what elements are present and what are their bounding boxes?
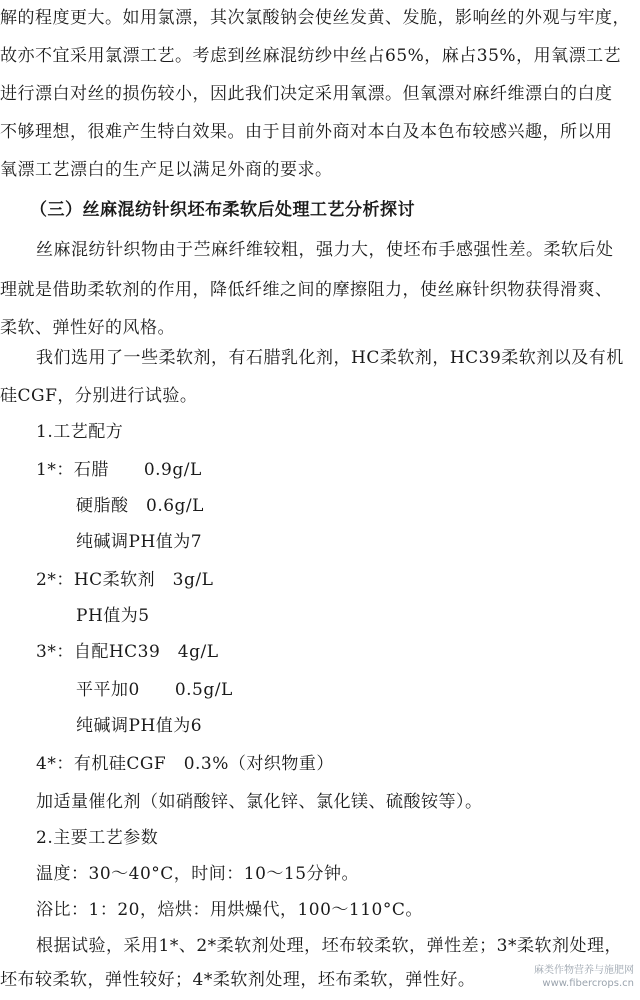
- param-line: 浴比：1：20，焙烘：用烘燥代，100～110°C。: [36, 900, 423, 920]
- site-watermark: [534, 964, 634, 990]
- paragraph-line: 理就是借助柔软剂的作用，降低纤维之间的摩擦阻力，使丝麻针织物获得滑爽、: [0, 280, 613, 300]
- recipe-line: 平平加0 0.5g/L: [76, 680, 233, 700]
- watermark-line: 麻类作物营养与施肥网: [534, 965, 634, 976]
- recipe-line: 硬脂酸 0.6g/L: [76, 496, 204, 516]
- recipe-line: 1*：石腊 0.9g/L: [36, 460, 202, 480]
- recipe-line: 3*：自配HC39 4g/L: [36, 642, 219, 662]
- heading-recipe: 1.工艺配方: [36, 422, 124, 442]
- paragraph-line: 故亦不宜采用氯漂工艺。考虑到丝麻混纺纱中丝占65%，麻占35%，用氧漂工艺: [0, 46, 622, 66]
- heading-params: 2.主要工艺参数: [36, 828, 159, 848]
- paragraph-line: 根据试验，采用1*、2*柔软剂处理，坯布较柔软，弹性差；3*柔软剂处理，: [36, 936, 622, 956]
- paragraph-line: 进行漂白对丝的损伤较小，因此我们决定采用氧漂。但氧漂对麻纤维漂白的白度: [0, 84, 613, 104]
- paragraph-line: 我们选用了一些柔软剂，有石腊乳化剂，HC柔软剂，HC39柔软剂以及有机: [36, 348, 624, 368]
- recipe-line: 纯碱调PH值为7: [76, 532, 203, 552]
- recipe-line: 4*：有机硅CGF 0.3%（对织物重）: [36, 754, 334, 774]
- paragraph-line: 硅CGF，分别进行试验。: [0, 386, 198, 406]
- watermark-line: www.fibercrops.cn: [542, 978, 634, 989]
- paragraph-line: 解的程度更大。如用氯漂，其次氯酸钠会使丝发黄、发脆，影响丝的外观与牢度，: [0, 8, 630, 28]
- recipe-line: 加适量催化剂（如硝酸锌、氯化锌、氯化镁、硫酸铵等）。: [36, 792, 483, 812]
- recipe-line: 2*：HC柔软剂 3g/L: [36, 570, 214, 590]
- paragraph-line: 丝麻混纺针织物由于苎麻纤维较粗，强力大，使坯布手感强性差。柔软后处: [36, 240, 614, 260]
- paragraph-line: 柔软、弹性好的风格。: [0, 318, 175, 338]
- paragraph-line: 坯布较柔软，弹性较好；4*柔软剂处理，坯布柔软，弹性好。: [0, 970, 476, 990]
- recipe-line: 纯碱调PH值为6: [76, 716, 203, 736]
- section-title: （三）丝麻混纺针织坯布柔软后处理工艺分析探讨: [30, 200, 415, 220]
- recipe-line: PH值为5: [76, 606, 150, 626]
- paragraph-line: 氧漂工艺漂白的生产足以满足外商的要求。: [0, 160, 333, 180]
- param-line: 温度：30～40°C，时间：10～15分钟。: [36, 864, 360, 884]
- paragraph-line: 不够理想，很难产生特白效果。由于目前外商对本白及本色布较感兴趣，所以用: [0, 122, 613, 142]
